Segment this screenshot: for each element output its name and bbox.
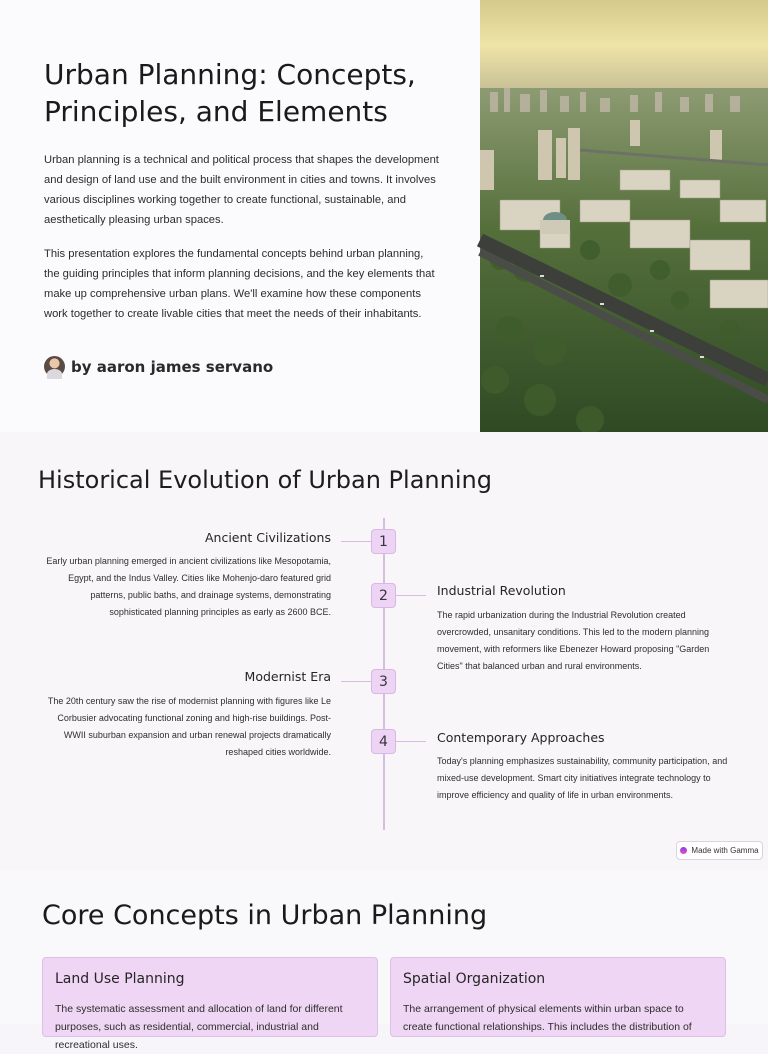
card-title: Land Use Planning: [55, 971, 185, 987]
card-text: The arrangement of physical elements within urban space to create functional relationships. This includes the distribution of: [403, 1003, 692, 1033]
timeline-badge-2: 2: [371, 583, 396, 608]
concept-card-land-use: [42, 957, 378, 1051]
timeline-heading-1: Ancient Civilizations: [204, 530, 331, 545]
gamma-logo-icon: [680, 847, 687, 854]
timeline-connector: [341, 541, 371, 542]
history-slide: [0, 432, 768, 870]
author-name: by aaron james servano: [71, 357, 274, 376]
timeline-text-3: The 20th century saw the rise of modernist planning with figures like Le Corbusier advocating functional zoning and high-rise buildings. Post-WWII suburban expansion and urban renewal projects dramatically reshaped cities worldwide.: [47, 696, 331, 757]
timeline-badge-1: 1: [371, 529, 396, 554]
timeline-connector: [396, 741, 426, 742]
timeline-badge-3: 3: [371, 669, 396, 694]
city-aerial-image: [480, 0, 768, 432]
core-concepts-slide: [0, 870, 768, 1051]
title-slide: [0, 0, 768, 432]
concept-card-spatial: [390, 957, 726, 1037]
made-with-gamma-badge[interactable]: [676, 841, 763, 860]
intro-paragraph-2: This presentation explores the fundamental concepts behind urban planning, the guiding principles that inform planning decisions, and the key elements that make up comprehensive urban plans. We'll examine how these components work together to create livable cities that meet the needs of their inhabitants.: [44, 248, 435, 320]
section-title: Core Concepts in Urban Planning: [42, 900, 488, 931]
city-illustration: [480, 0, 768, 432]
timeline-connector: [396, 595, 426, 596]
timeline-text-1: Early urban planning emerged in ancient civilizations like Mesopotamia, Egypt, and the Indus Valley. Cities like Mohenjo-daro featured grid patterns, public baths, and drainage systems, demonstrating sophisticated planning principles as early as 2600 BCE.: [46, 556, 331, 617]
author-line: [44, 356, 273, 377]
card-title: Spatial Organization: [403, 971, 546, 987]
avatar: [44, 356, 65, 377]
timeline-connector: [341, 681, 371, 682]
timeline-text-4: Today's planning emphasizes sustainability, community participation, and mixed-use development. Smart city initiatives integrate technology to improve efficiency and quality of life in urban environments.: [437, 756, 728, 800]
section-title: Historical Evolution of Urban Planning: [38, 466, 492, 494]
timeline-text-2: The rapid urbanization during the Industrial Revolution created overcrowded, unsanitary conditions. This led to the modern planning movement, with reformers like Ebenezer Howard proposing "Garden Cities" that balanced urban and rural environments.: [437, 610, 710, 671]
intro-paragraph-1: Urban planning is a technical and political process that shapes the development and design of land use and the built environment in cities and towns. It involves various disciplines working together to create functional, sustainable, and aesthetically pleasing urban spaces.: [44, 154, 439, 226]
timeline-heading-2: Industrial Revolution: [437, 583, 566, 598]
timeline-badge-4: 4: [371, 729, 396, 754]
timeline-heading-3: Modernist Era: [244, 669, 331, 684]
page-title: Urban Planning: Concepts, Principles, and Elements: [44, 58, 416, 128]
timeline-heading-4: Contemporary Approaches: [437, 730, 605, 745]
card-text: The systematic assessment and allocation of land for different purposes, such as residential, commercial, industrial and recreational uses.: [55, 1003, 343, 1051]
gamma-badge-label: Made with Gamma: [691, 846, 759, 855]
